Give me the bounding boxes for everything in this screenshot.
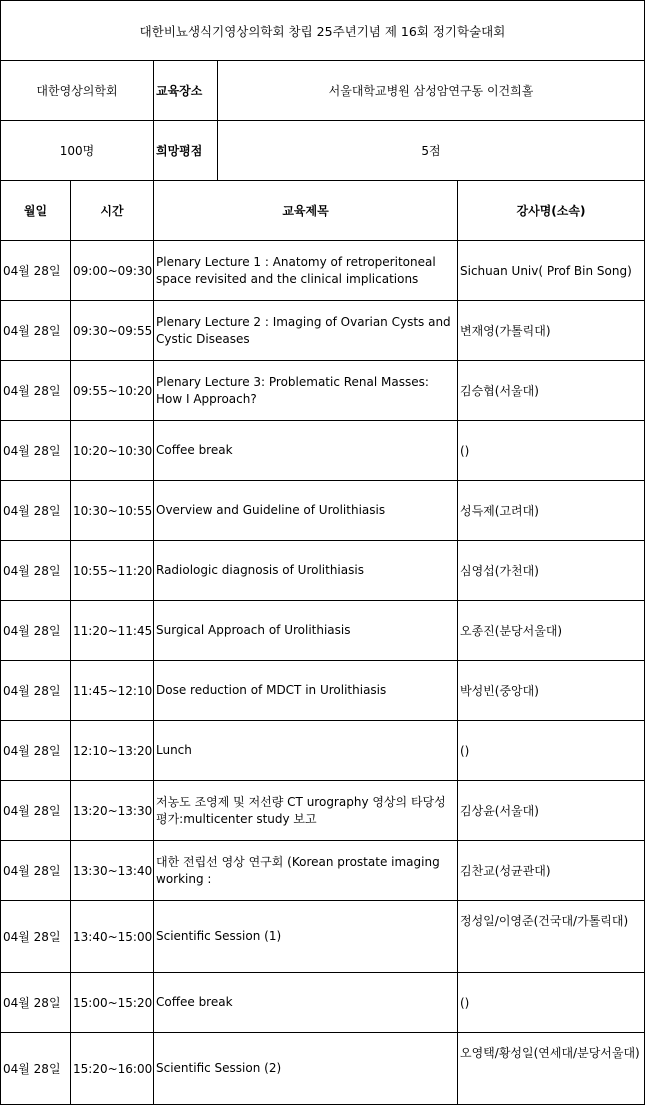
table-row	[1, 841, 645, 901]
row-time: 10:20~10:30	[71, 421, 154, 481]
row-time: 09:00~09:30	[71, 241, 154, 301]
table-row	[1, 301, 645, 361]
capacity-value: 100명	[1, 121, 154, 181]
row-speaker: ()	[458, 421, 645, 481]
row-time: 13:20~13:30	[71, 781, 154, 841]
row-speaker: 변재영(가톨릭대)	[458, 301, 645, 361]
row-time: 11:45~12:10	[71, 661, 154, 721]
row-date: 04월 28일	[1, 661, 71, 721]
row-date: 04월 28일	[1, 1033, 71, 1105]
table-row	[1, 241, 645, 301]
row-title: Plenary Lecture 2 : Imaging of Ovarian Cysts and Cystic Diseases	[154, 301, 458, 361]
row-time: 09:30~09:55	[71, 301, 154, 361]
row-date: 04월 28일	[1, 721, 71, 781]
row-date: 04월 28일	[1, 781, 71, 841]
row-date: 04월 28일	[1, 601, 71, 661]
row-date: 04월 28일	[1, 361, 71, 421]
table-row	[1, 901, 645, 973]
capacity-row	[1, 121, 645, 181]
row-speaker: Sichuan Univ( Prof Bin Song)	[458, 241, 645, 301]
column-header-row	[1, 181, 645, 241]
table-row	[1, 601, 645, 661]
row-time: 11:20~11:45	[71, 601, 154, 661]
row-title: Scientific Session (1)	[154, 901, 458, 973]
row-time: 15:00~15:20	[71, 973, 154, 1033]
row-date: 04월 28일	[1, 301, 71, 361]
table-row	[1, 781, 645, 841]
table-row	[1, 973, 645, 1033]
row-speaker: 김승협(서울대)	[458, 361, 645, 421]
row-title: Coffee break	[154, 973, 458, 1033]
row-time: 13:30~13:40	[71, 841, 154, 901]
row-title: Radiologic diagnosis of Urolithiasis	[154, 541, 458, 601]
row-time: 13:40~15:00	[71, 901, 154, 973]
row-date: 04월 28일	[1, 541, 71, 601]
row-date: 04월 28일	[1, 481, 71, 541]
row-speaker: 오종진(분당서울대)	[458, 601, 645, 661]
row-speaker: 김상윤(서울대)	[458, 781, 645, 841]
row-time: 15:20~16:00	[71, 1033, 154, 1105]
col-header-speaker: 강사명(소속)	[458, 181, 645, 241]
col-header-date: 월일	[1, 181, 71, 241]
col-header-title: 교육제목	[154, 181, 458, 241]
table-row	[1, 1033, 645, 1105]
venue-value: 서울대학교병원 삼성암연구동 이건희홀	[218, 61, 645, 121]
row-title: 대한 전립선 영상 연구회 (Korean prostate imaging working :	[154, 841, 458, 901]
row-title: Scientific Session (2)	[154, 1033, 458, 1105]
row-date: 04월 28일	[1, 241, 71, 301]
row-time: 10:30~10:55	[71, 481, 154, 541]
table-row	[1, 721, 645, 781]
table-row	[1, 541, 645, 601]
row-date: 04월 28일	[1, 841, 71, 901]
row-speaker: 심영섭(가천대)	[458, 541, 645, 601]
row-title: Overview and Guideline of Urolithiasis	[154, 481, 458, 541]
row-time: 12:10~13:20	[71, 721, 154, 781]
row-title: Coffee break	[154, 421, 458, 481]
row-title: Plenary Lecture 1 : Anatomy of retroperitoneal space revisited and the clinical implications	[154, 241, 458, 301]
organizer: 대한영상의학회	[1, 61, 154, 121]
row-title: Dose reduction of MDCT in Urolithiasis	[154, 661, 458, 721]
table-row	[1, 661, 645, 721]
col-header-time: 시간	[71, 181, 154, 241]
row-date: 04월 28일	[1, 901, 71, 973]
event-title: 대한비뇨생식기영상의학회 창립 25주년기념 제 16회 정기학술대회	[1, 1, 645, 61]
row-title: 저농도 조영제 및 저선량 CT urography 영상의 타당성 평가:multicenter study 보고	[154, 781, 458, 841]
row-time: 10:55~11:20	[71, 541, 154, 601]
title-row	[1, 1, 645, 61]
row-time: 09:55~10:20	[71, 361, 154, 421]
row-speaker: ()	[458, 721, 645, 781]
row-title: Plenary Lecture 3: Problematic Renal Masses: How I Approach?	[154, 361, 458, 421]
row-speaker: 정성일/이영준(건국대/가톨릭대)	[458, 901, 645, 973]
row-speaker: 오영택/황성일(연세대/분당서울대)	[458, 1033, 645, 1105]
row-speaker: 성득제(고려대)	[458, 481, 645, 541]
venue-label: 교육장소	[154, 61, 218, 121]
row-speaker: 김찬교(성균관대)	[458, 841, 645, 901]
row-speaker: ()	[458, 973, 645, 1033]
score-value: 5점	[218, 121, 645, 181]
row-title: Surgical Approach of Urolithiasis	[154, 601, 458, 661]
row-title: Lunch	[154, 721, 458, 781]
venue-row	[1, 61, 645, 121]
row-speaker: 박성빈(중앙대)	[458, 661, 645, 721]
table-row	[1, 361, 645, 421]
table-row	[1, 421, 645, 481]
table-row	[1, 481, 645, 541]
row-date: 04월 28일	[1, 973, 71, 1033]
score-label: 희망평점	[154, 121, 218, 181]
row-date: 04월 28일	[1, 421, 71, 481]
